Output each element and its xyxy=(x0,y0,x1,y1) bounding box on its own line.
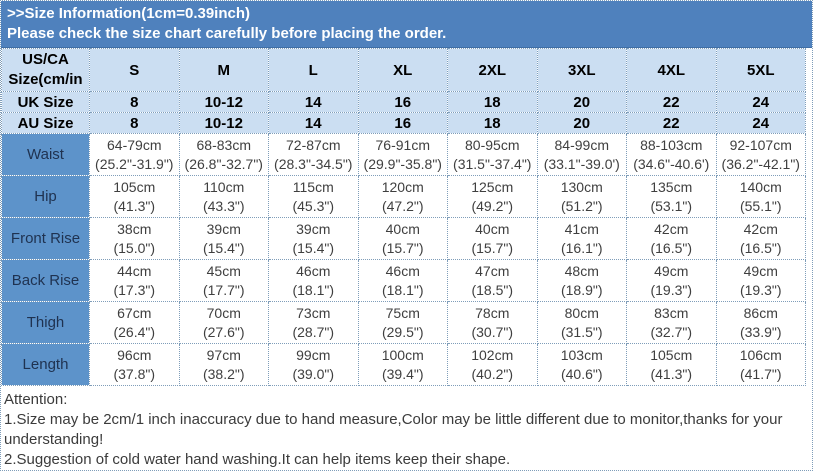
cell-inch-value: (41.7") xyxy=(739,365,782,382)
cell-inch-value: (26.4") xyxy=(113,323,156,340)
row-label-length: Length xyxy=(2,344,90,386)
cell-cm-value: 115cm xyxy=(292,178,334,195)
cell-inch-value: (39.4") xyxy=(381,365,424,382)
measurement-cell xyxy=(358,344,448,386)
measurement-row-waist xyxy=(2,134,806,176)
cell-inch-value: (15.4") xyxy=(202,239,245,256)
cell-cm-value: 73cm xyxy=(296,304,331,321)
cell-cm-value: 135cm xyxy=(650,178,693,195)
cell-inch-value: (18.9") xyxy=(560,281,603,298)
row-label-back-rise: Back Rise xyxy=(2,260,90,302)
cell-cm-value: 72-87cm xyxy=(286,136,341,153)
cell-inch-value: (31.5"-37.4") xyxy=(453,155,532,172)
cell-cm-value: 97cm xyxy=(206,346,241,363)
cell-cm-value: 41cm xyxy=(564,220,599,237)
cell-cm-value: 88-103cm xyxy=(640,136,703,153)
cell-inch-value: (16.5") xyxy=(650,239,693,256)
cell-inch-value: (15.7") xyxy=(471,239,514,256)
measurement-row-hip xyxy=(2,176,806,218)
cell-inch-value: (47.2") xyxy=(381,197,424,214)
cell-cm-value: 46cm xyxy=(296,262,331,279)
measurement-cell xyxy=(269,134,359,176)
cell-inch-value: (41.3") xyxy=(113,197,156,214)
cell-inch-value: (55.1") xyxy=(739,197,782,214)
cell-cm-value: 86cm xyxy=(743,304,778,321)
measurement-cell xyxy=(90,302,180,344)
measurement-cell xyxy=(179,260,269,302)
cell-inch-value: (26.8"-32.7") xyxy=(184,155,263,172)
au-size-value: 10-12 xyxy=(179,113,269,134)
cell-inch-value: (51.2") xyxy=(560,197,603,214)
uk-size-value: 14 xyxy=(269,92,359,113)
cell-inch-value: (40.2") xyxy=(471,365,514,382)
measurement-cell xyxy=(537,176,627,218)
cell-inch-value: (18.5") xyxy=(471,281,514,298)
size-table xyxy=(1,48,806,386)
uk-size-value: 20 xyxy=(537,92,627,113)
cell-inch-value: (39.0") xyxy=(292,365,335,382)
measurement-cell xyxy=(179,176,269,218)
corner-label-line2: Size(cm/in xyxy=(8,71,83,88)
attention-title: Attention: xyxy=(4,391,68,408)
measurement-cell xyxy=(716,176,806,218)
cell-cm-value: 78cm xyxy=(475,304,510,321)
uk-size-value: 16 xyxy=(358,92,448,113)
cell-cm-value: 80-95cm xyxy=(465,136,520,153)
cell-cm-value: 47cm xyxy=(475,262,510,279)
cell-cm-value: 40cm xyxy=(475,220,510,237)
cell-inch-value: (49.2") xyxy=(471,197,514,214)
cell-cm-value: 38cm xyxy=(117,220,152,237)
measurement-row-thigh xyxy=(2,302,806,344)
measurement-cell xyxy=(179,344,269,386)
cell-cm-value: 99cm xyxy=(296,346,331,363)
uk-size-value: 22 xyxy=(627,92,717,113)
cell-cm-value: 75cm xyxy=(385,304,420,321)
row-label-front-rise: Front Rise xyxy=(2,218,90,260)
measurement-cell xyxy=(358,134,448,176)
cell-inch-value: (29.5") xyxy=(381,323,424,340)
cell-inch-value: (36.2"-42.1") xyxy=(721,155,800,172)
cell-inch-value: (32.7") xyxy=(650,323,693,340)
measurement-cell xyxy=(358,260,448,302)
corner-label-line1: US/CA xyxy=(22,51,69,68)
size-col-header-2xl: 2XL xyxy=(448,49,538,92)
cell-inch-value: (41.3") xyxy=(650,365,693,382)
cell-inch-value: (25.2"-31.9") xyxy=(95,155,174,172)
size-col-header-3xl: 3XL xyxy=(537,49,627,92)
cell-inch-value: (53.1") xyxy=(650,197,693,214)
measurement-cell xyxy=(90,344,180,386)
measurement-cell xyxy=(269,302,359,344)
cell-inch-value: (15.7") xyxy=(381,239,424,256)
size-col-header-m: M xyxy=(179,49,269,92)
measurement-cell xyxy=(537,260,627,302)
au-size-label: AU Size xyxy=(2,113,90,134)
measurement-cell xyxy=(90,260,180,302)
au-size-value: 14 xyxy=(269,113,359,134)
cell-inch-value: (19.3") xyxy=(739,281,782,298)
cell-cm-value: 45cm xyxy=(206,262,241,279)
cell-inch-value: (16.1") xyxy=(560,239,603,256)
measurement-cell xyxy=(269,218,359,260)
cell-inch-value: (15.0") xyxy=(113,239,156,256)
cell-inch-value: (34.6"-40.6') xyxy=(633,155,710,172)
measurement-cell xyxy=(537,344,627,386)
cell-inch-value: (19.3") xyxy=(650,281,693,298)
measurement-cell xyxy=(448,218,538,260)
size-header-row xyxy=(2,49,806,92)
cell-cm-value: 103cm xyxy=(560,346,603,363)
cell-inch-value: (18.1") xyxy=(292,281,335,298)
cell-cm-value: 48cm xyxy=(564,262,599,279)
cell-cm-value: 46cm xyxy=(385,262,420,279)
measurement-cell xyxy=(716,134,806,176)
size-col-header-5xl: 5XL xyxy=(716,49,806,92)
cell-inch-value: (17.7") xyxy=(202,281,245,298)
cell-inch-value: (18.1") xyxy=(381,281,424,298)
cell-inch-value: (27.6") xyxy=(202,323,245,340)
cell-cm-value: 70cm xyxy=(206,304,241,321)
corner-header-cell xyxy=(2,49,90,92)
measurement-cell xyxy=(627,176,717,218)
row-label-waist: Waist xyxy=(2,134,90,176)
au-size-value: 24 xyxy=(716,113,806,134)
measurement-cell xyxy=(448,302,538,344)
measurement-cell xyxy=(537,134,627,176)
attention-section xyxy=(1,386,812,470)
measurement-cell xyxy=(537,218,627,260)
uk-size-label: UK Size xyxy=(2,92,90,113)
measurement-cell xyxy=(358,176,448,218)
cell-inch-value: (16.5") xyxy=(739,239,782,256)
size-col-header-s: S xyxy=(90,49,180,92)
measurement-cell xyxy=(716,302,806,344)
measurement-cell xyxy=(179,134,269,176)
measurement-cell xyxy=(627,344,717,386)
au-size-value: 20 xyxy=(537,113,627,134)
cell-inch-value: (40.6") xyxy=(560,365,603,382)
attention-note-2: 2.Suggestion of cold water hand washing.It can help items keep their shape. xyxy=(4,451,511,468)
cell-cm-value: 39cm xyxy=(296,220,331,237)
uk-size-row xyxy=(2,92,806,113)
banner-title: >>Size Information(1cm=0.39inch) xyxy=(7,5,250,22)
cell-inch-value: (31.5") xyxy=(560,323,603,340)
cell-cm-value: 49cm xyxy=(654,262,689,279)
cell-cm-value: 84-99cm xyxy=(554,136,609,153)
measurement-cell xyxy=(179,218,269,260)
cell-inch-value: (17.3") xyxy=(113,281,156,298)
cell-inch-value: (43.3") xyxy=(202,197,245,214)
measurement-cell xyxy=(716,218,806,260)
cell-cm-value: 102cm xyxy=(471,346,514,363)
cell-cm-value: 40cm xyxy=(385,220,420,237)
measurement-cell xyxy=(537,302,627,344)
banner-subtitle: Please check the size chart carefully before placing the order. xyxy=(7,25,447,42)
cell-cm-value: 42cm xyxy=(654,220,689,237)
measurement-cell xyxy=(358,302,448,344)
au-size-value: 8 xyxy=(90,113,180,134)
cell-cm-value: 76-91cm xyxy=(375,136,430,153)
uk-size-value: 24 xyxy=(716,92,806,113)
measurement-cell xyxy=(358,218,448,260)
cell-cm-value: 120cm xyxy=(381,178,424,195)
cell-cm-value: 68-83cm xyxy=(196,136,251,153)
measurement-cell xyxy=(269,260,359,302)
au-size-value: 22 xyxy=(627,113,717,134)
size-col-header-4xl: 4XL xyxy=(627,49,717,92)
measurement-cell xyxy=(179,302,269,344)
size-col-header-xl: XL xyxy=(358,49,448,92)
cell-inch-value: (38.2") xyxy=(202,365,245,382)
cell-cm-value: 83cm xyxy=(654,304,689,321)
cell-cm-value: 92-107cm xyxy=(729,136,792,153)
row-label-hip: Hip xyxy=(2,176,90,218)
banner xyxy=(1,1,812,48)
cell-inch-value: (37.8") xyxy=(113,365,156,382)
cell-cm-value: 67cm xyxy=(117,304,152,321)
cell-inch-value: (28.3"-34.5") xyxy=(274,155,353,172)
uk-size-value: 18 xyxy=(448,92,538,113)
cell-cm-value: 42cm xyxy=(743,220,778,237)
uk-size-value: 8 xyxy=(90,92,180,113)
row-label-thigh: Thigh xyxy=(2,302,90,344)
measurement-cell xyxy=(448,344,538,386)
measurement-cell xyxy=(448,134,538,176)
measurement-cell xyxy=(627,134,717,176)
cell-cm-value: 64-79cm xyxy=(107,136,162,153)
cell-cm-value: 39cm xyxy=(206,220,241,237)
cell-inch-value: (45.3") xyxy=(292,197,335,214)
measurement-cell xyxy=(90,134,180,176)
cell-cm-value: 80cm xyxy=(564,304,599,321)
cell-cm-value: 105cm xyxy=(650,346,693,363)
measurement-cell xyxy=(627,302,717,344)
cell-inch-value: (29.9"-35.8") xyxy=(363,155,442,172)
uk-size-value: 10-12 xyxy=(179,92,269,113)
measurement-cell xyxy=(269,344,359,386)
cell-inch-value: (33.9") xyxy=(739,323,782,340)
cell-cm-value: 140cm xyxy=(739,178,782,195)
cell-cm-value: 110cm xyxy=(203,178,245,195)
measurement-cell xyxy=(716,260,806,302)
measurement-cell xyxy=(448,260,538,302)
cell-cm-value: 100cm xyxy=(381,346,424,363)
cell-inch-value: (28.7") xyxy=(292,323,335,340)
cell-inch-value: (30.7") xyxy=(471,323,514,340)
cell-inch-value: (15.4") xyxy=(292,239,335,256)
cell-cm-value: 106cm xyxy=(739,346,782,363)
au-size-value: 16 xyxy=(358,113,448,134)
measurement-cell xyxy=(627,260,717,302)
cell-cm-value: 96cm xyxy=(117,346,152,363)
au-size-value: 18 xyxy=(448,113,538,134)
cell-inch-value: (33.1"-39.0') xyxy=(543,155,620,172)
measurement-cell xyxy=(448,176,538,218)
cell-cm-value: 105cm xyxy=(113,178,156,195)
cell-cm-value: 125cm xyxy=(471,178,514,195)
measurement-row-front-rise xyxy=(2,218,806,260)
measurement-cell xyxy=(716,344,806,386)
attention-note-1: 1.Size may be 2cm/1 inch inaccuracy due to hand measure,Color may be little different due to monitor,thanks for your understanding! xyxy=(4,411,783,448)
au-size-row xyxy=(2,113,806,134)
measurement-row-length xyxy=(2,344,806,386)
cell-cm-value: 130cm xyxy=(560,178,603,195)
size-col-header-l: L xyxy=(269,49,359,92)
measurement-cell xyxy=(90,176,180,218)
measurement-cell xyxy=(90,218,180,260)
measurement-row-back-rise xyxy=(2,260,806,302)
cell-cm-value: 49cm xyxy=(743,262,778,279)
measurement-cell xyxy=(269,176,359,218)
cell-cm-value: 44cm xyxy=(117,262,152,279)
measurement-cell xyxy=(627,218,717,260)
